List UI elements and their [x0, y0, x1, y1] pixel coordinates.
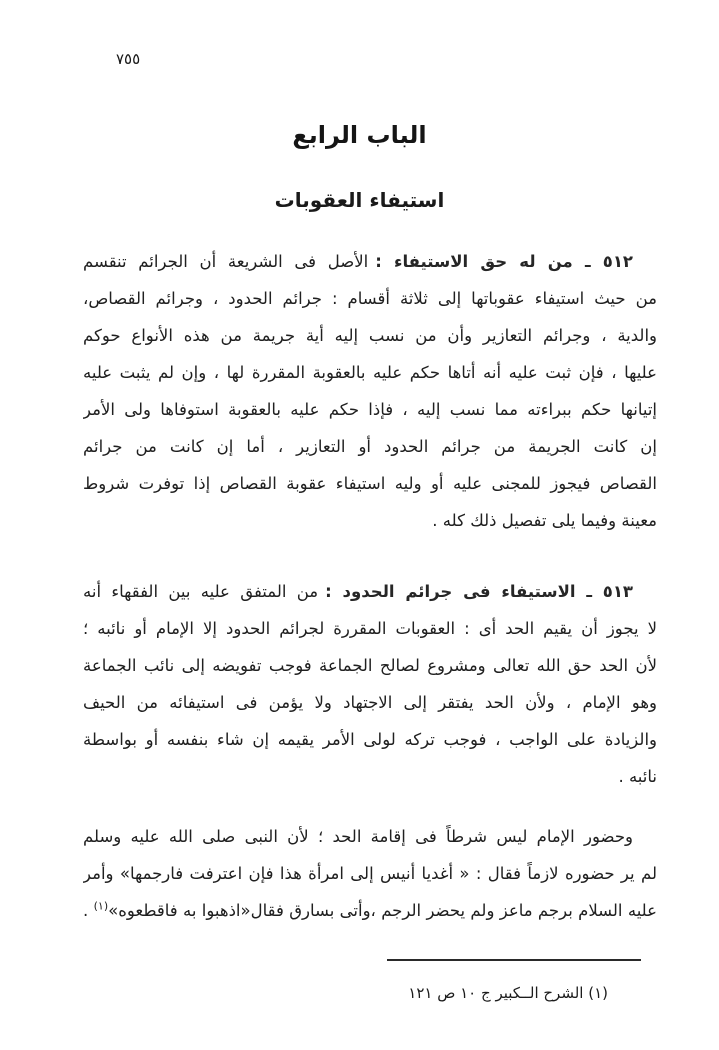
text-line: وهو الإمام ، ولأن الحد يفتقر إلى الاجتهاد ولا يؤمن فى استيفائه من الحيف [83, 693, 657, 712]
text-line [83, 243, 657, 280]
text-line: وحضور الإمام ليس شرطاً فى إقامة الحد ؛ لأن النبى صلى الله عليه وسلم [83, 827, 633, 846]
text-line: لأن الحد حق الله تعالى ومشروع لصالح الجماعة فوجب تفويضه إلى نائب الجماعة [83, 656, 657, 675]
paragraph-text: من المتفق عليه بين الفقهاء أنه [83, 582, 319, 601]
footnote-reference: (١) [93, 899, 109, 913]
chapter-subtitle: استيفاء العقوبات [274, 188, 445, 212]
text-line: نائبه . [618, 767, 657, 786]
paragraph-hadith [83, 818, 657, 929]
text-line: من حيث استيفاء عقوباتها إلى ثلاثة أقسام : جرائم الحدود ، وجرائم القصاص، [83, 289, 657, 308]
paragraph-text: عليه السلام برجم ماعز ولم يحضر الرجم ،وأتى بسارق فقال«اذهبوا به فاقطعوه» [108, 901, 657, 920]
text-line: عليها ، فإن ثبت عليه أنه أتاها حكم عليه بالعقوبة المقررة لها ، وإن لم يثبت عليه [83, 363, 657, 382]
text-line: والزيادة على الواجب ، فوجب تركه لولى الأمر يقيمه إن شاء بنفسه أو بواسطة [83, 730, 657, 749]
footnote-divider [387, 959, 641, 961]
text-line: إن كانت الجريمة من جرائم الحدود أو التعازير ، أما إن كانت من جرائم [83, 437, 657, 456]
text-line: القصاص فيجوز للمجنى عليه أو وليه استيفاء عقوبة القصاص إذا توفرت شروط [83, 474, 657, 493]
chapter-title: الباب الرابع [292, 121, 427, 149]
paragraph-text: الأصل فى الشريعة أن الجرائم تنقسم [83, 252, 369, 271]
text-line: معينة وفيما يلى تفصيل ذلك كله . [432, 511, 657, 530]
footnote: (١) الشرح الــكبير ج ١٠ ص ١٢١ [408, 984, 608, 1002]
paragraph-512 [83, 243, 657, 539]
paragraph-513 [83, 573, 657, 795]
text-line: لا يجوز أن يقيم الحد أى : العقوبات المقررة لجرائم الحدود إلا الإمام أو نائبه ؛ [83, 619, 657, 638]
page-number: ٧٥٥ [116, 50, 141, 68]
paragraph-heading: ٥١٣ ـ الاستيفاء فى جرائم الحدود : [325, 582, 633, 601]
text-line [83, 573, 657, 610]
text-line: إتيانها حكم ببراءته مما نسب إليه ، فإذا حكم عليه بالعقوبة استوفاها ولى الأمر [83, 400, 657, 419]
text-line: لم ير حضوره لازماً فقال : « أغديا أنيس إلى امرأة هذا فإن اعترفت فارجمها» وأمر [83, 864, 657, 883]
text-column [83, 243, 657, 929]
text-line: والدية ، وجرائم التعازير وأن من نسب إليه أية جريمة من هذه الأنواع حوكم [83, 326, 657, 345]
paragraph-text: . [83, 901, 94, 920]
paragraph-heading: ٥١٢ ـ من له حق الاستيفاء : [375, 252, 633, 271]
text-line [83, 892, 657, 929]
